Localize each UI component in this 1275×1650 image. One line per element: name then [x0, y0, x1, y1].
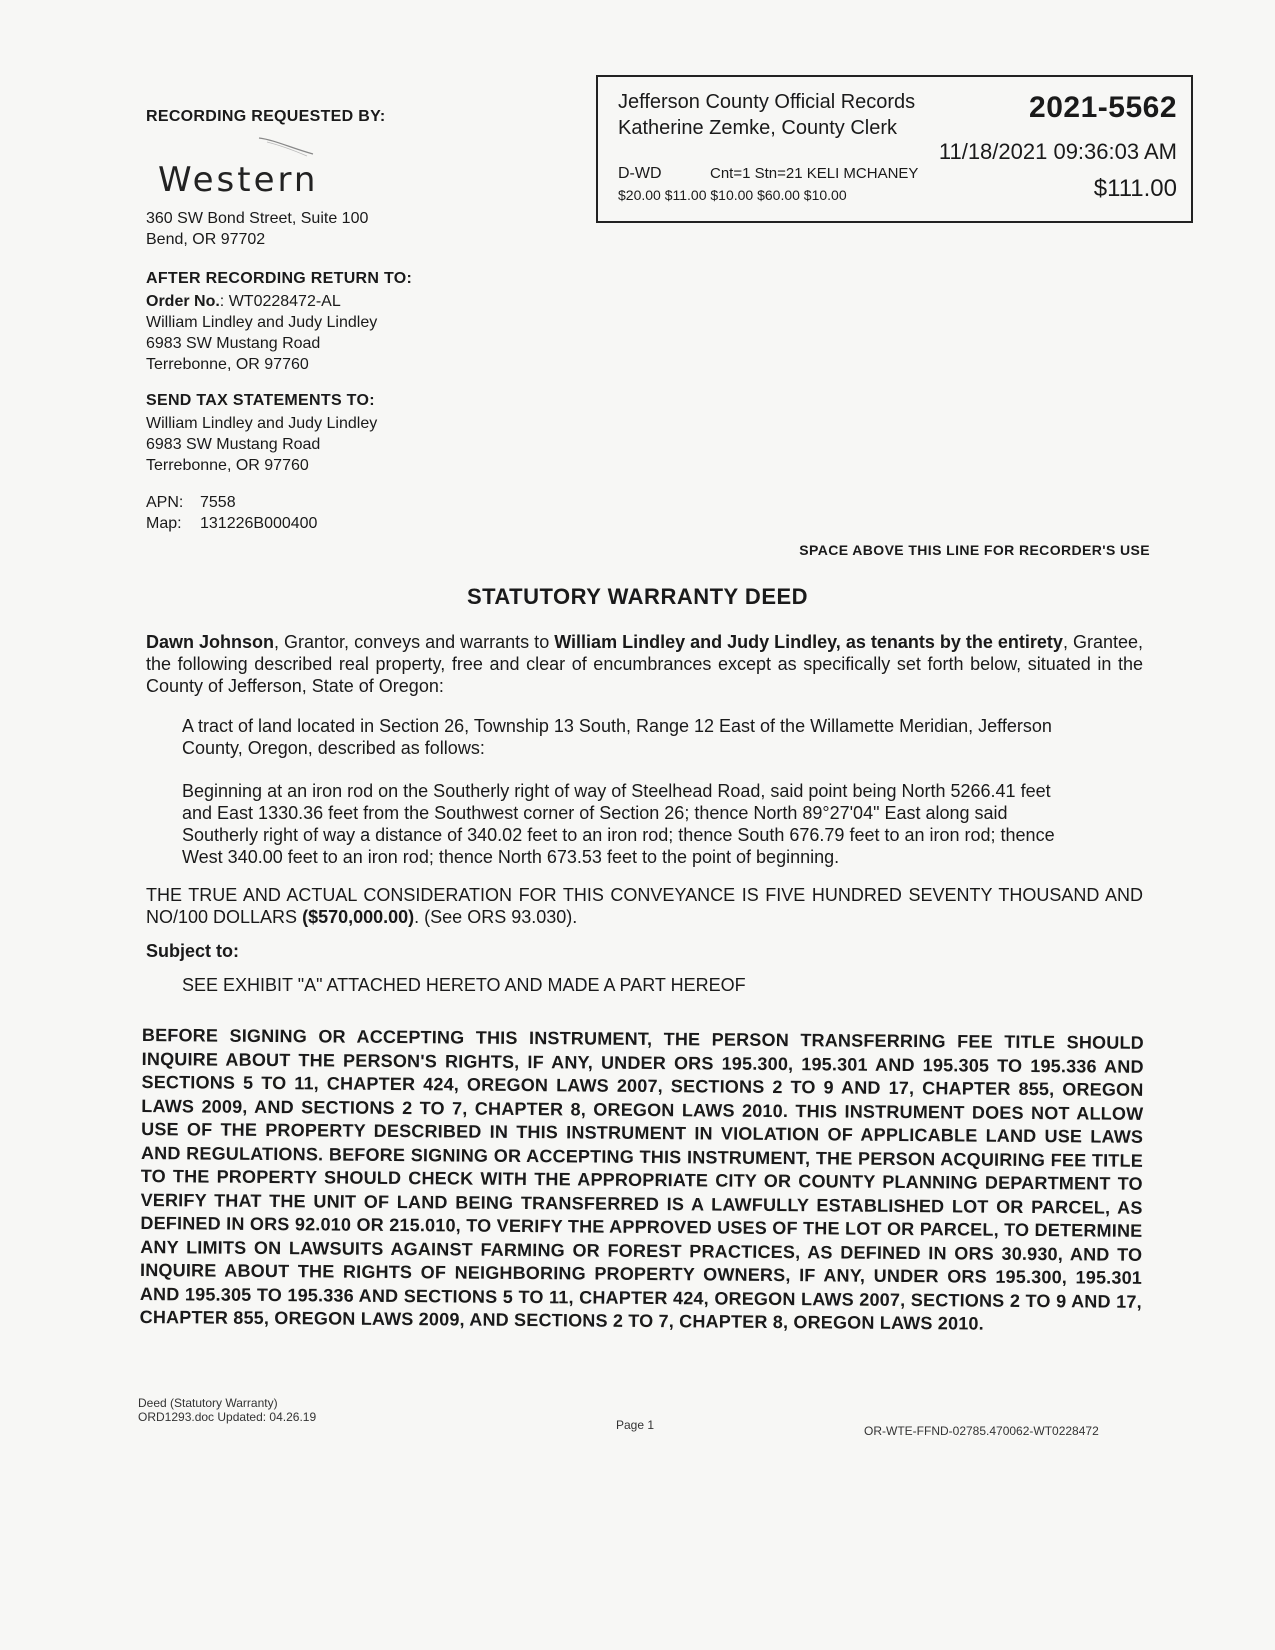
- consideration-paragraph: [146, 884, 1143, 928]
- footer-file-reference: OR-WTE-FFND-02785.470062-WT0228472: [864, 1424, 1099, 1438]
- recorder-stamp-box: [596, 75, 1193, 223]
- consideration-amount: ($570,000.00): [302, 907, 415, 927]
- company-address-line2: Bend, OR 97702: [146, 231, 266, 248]
- fee-total: $111.00: [1093, 175, 1177, 202]
- county-clerk: Katherine Zemke, County Clerk: [618, 117, 898, 139]
- recorder-use-note: SPACE ABOVE THIS LINE FOR RECORDER'S USE: [799, 542, 1150, 558]
- recording-requested-by-label: RECORDING REQUESTED BY:: [146, 108, 386, 125]
- return-to-city: Terrebonne, OR 97760: [146, 356, 309, 373]
- company-logo: Western: [158, 160, 319, 200]
- footer-form-version: ORD1293.doc Updated: 04.26.19: [138, 1410, 317, 1424]
- map-value: 131226B000400: [200, 515, 318, 532]
- company-address-line1: 360 SW Bond Street, Suite 100: [146, 210, 369, 227]
- order-no-value: : WT0228472-AL: [219, 293, 341, 310]
- land-use-warning: BEFORE SIGNING OR ACCEPTING THIS INSTRUMENT, THE PERSON TRANSFERRING FEE TITLE SHOULD INQUIRE ABOUT THE PERSON'S RIGHTS, IF ANY, UNDER ORS 195.300, 195.301 AND 195.305 TO 195.336 AND SECTIONS 5 TO 11, CHAPTER 424, OREGON LAWS 2007, SECTIONS 2 TO 9 AND 17, CHAPTER 855, OREGON LAWS 2009, AND SECTIONS 2 TO 7, CHAPTER 8, OREGON LAWS 2010. THIS INSTRUMENT DOES NOT ALLOW USE OF THE PROPERTY DESCRIBED IN THIS INSTRUMENT IN VIOLATION OF APPLICABLE LAND USE LAWS AND REGULATIONS. BEFORE SIGNING OR ACCEPTING THIS INSTRUMENT, THE PERSON ACQUIRING FEE TITLE TO THE PROPERTY SHOULD CHECK WITH THE APPROPRIATE CITY OR COUNTY PLANNING DEPARTMENT TO VERIFY THAT THE UNIT OF LAND BEING TRANSFERRED IS A LAWFULLY ESTABLISHED LOT OR PARCEL, AS DEFINED IN ORS 92.010 OR 215.010, TO VERIFY THE APPROVED USES OF THE LOT OR PARCEL, TO DETERMINE ANY LIMITS ON LAWSUITS AGAINST FARMING OR FOREST PRACTICES, AS DEFINED IN ORS 30.930, AND TO INQUIRE ABOUT THE RIGHTS OF NEIGHBORING PROPERTY OWNERS, IF ANY, UNDER ORS 195.300, 195.301 AND 195.305 TO 195.336 AND SECTIONS 5 TO 11, CHAPTER 424, OREGON LAWS 2007, SECTIONS 2 TO 9 AND 17, CHAPTER 855, OREGON LAWS 2009, AND SECTIONS 2 TO 7, CHAPTER 8, OREGON LAWS 2010.: [139, 1025, 1144, 1334]
- map-label: Map:: [146, 515, 182, 532]
- footer-form-name: Deed (Statutory Warranty): [138, 1396, 278, 1410]
- count-station-line: Cnt=1 Stn=21 KELI MCHANEY: [710, 165, 919, 182]
- order-no-label: Order No.: [146, 293, 220, 310]
- grant-text-1: , Grantor, conveys and warrants to: [274, 632, 555, 652]
- tax-city: Terrebonne, OR 97760: [146, 457, 309, 474]
- recording-datetime: 11/18/2021 09:36:03 AM: [938, 139, 1177, 164]
- legal-description-metes: Beginning at an iron rod on the Southerly right of way of Steelhead Road, said point being North 5266.41 feet and East 1330.36 feet from the Southwest corner of Section 26; thence North 89°27'04" East along said Southerly right of way a distance of 340.02 feet to an iron rod; thence South 676.79 feet to an iron rod; thence West 340.00 feet to an iron rod; thence North 673.53 feet to the point of beginning.: [182, 781, 1055, 867]
- return-to-street: 6983 SW Mustang Road: [146, 335, 321, 352]
- grantee-name: William Lindley and Judy Lindley, as tenants by the entirety: [554, 632, 1063, 652]
- document-code: D-WD: [618, 165, 662, 182]
- page-title: STATUTORY WARRANTY DEED: [466, 584, 809, 609]
- grant-text-2: , Grantee, the following described real property, free and clear of encumbrances except as specifically set forth below, situated in the County of Jefferson, State of Oregon:: [146, 632, 1143, 696]
- tax-name: William Lindley and Judy Lindley: [146, 415, 378, 432]
- footer-page-number: Page 1: [616, 1418, 655, 1432]
- tax-street: 6983 SW Mustang Road: [146, 436, 321, 453]
- legal-description-intro: A tract of land located in Section 26, Township 13 South, Range 12 East of the Willamette Meridian, Jefferson County, Oregon, described as follows:: [182, 716, 1052, 758]
- fee-breakdown: $20.00 $11.00 $10.00 $60.00 $10.00: [618, 187, 847, 203]
- apn-value: 7558: [200, 494, 236, 511]
- return-to-name: William Lindley and Judy Lindley: [146, 314, 378, 331]
- send-tax-statements-label: SEND TAX STATEMENTS TO:: [146, 392, 375, 409]
- after-recording-return-label: AFTER RECORDING RETURN TO:: [146, 270, 413, 287]
- apn-label: APN:: [146, 494, 184, 511]
- consideration-text: THE TRUE AND ACTUAL CONSIDERATION FOR THIS CONVEYANCE IS FIVE HUNDRED SEVENTY THOUSAND AND NO/100 DOLLARS: [146, 885, 1143, 927]
- document-number: 2021-5562: [1029, 91, 1177, 124]
- grant-paragraph: [146, 631, 1143, 697]
- exhibit-reference: SEE EXHIBIT "A" ATTACHED HERETO AND MADE A PART HEREOF: [182, 975, 746, 995]
- subject-to-label: Subject to:: [146, 941, 239, 961]
- recorder-office: Jefferson County Official Records: [618, 91, 916, 113]
- order-number: [146, 291, 341, 312]
- consideration-reference: . (See ORS 93.030).: [414, 907, 578, 927]
- grantor-name: Dawn Johnson: [146, 632, 275, 652]
